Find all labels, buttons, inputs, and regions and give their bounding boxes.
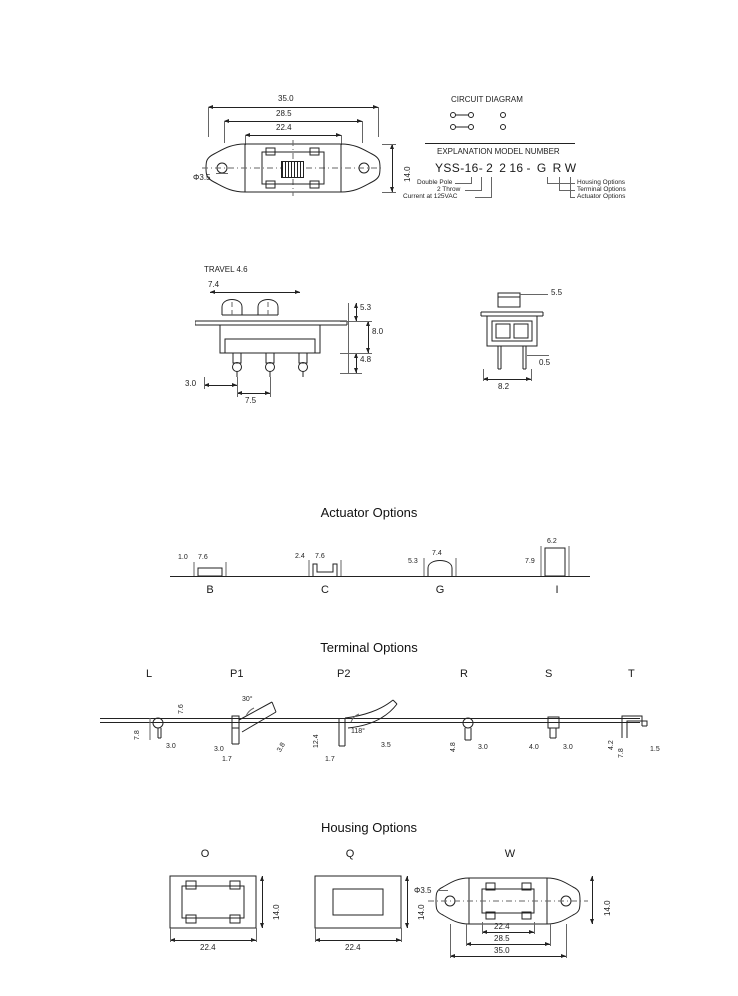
dim-05-label: 0.5 <box>539 358 551 367</box>
dim-30-label: 3.0 <box>185 379 197 388</box>
housing-q-dim-h-line <box>407 876 408 928</box>
actuator-i-dim-2: 6.2 <box>547 538 557 545</box>
dim-line-75 <box>237 393 270 394</box>
model-dash: - <box>526 161 531 175</box>
actuator-b-dim-2: 7.6 <box>198 554 208 561</box>
dim-55-label: 5.5 <box>551 288 563 297</box>
section-title-terminal: Terminal Options <box>320 640 418 655</box>
model-prefix: YSS-16- <box>435 161 484 175</box>
dim-line-285 <box>224 121 362 122</box>
dim-line-48 <box>356 353 357 373</box>
model-current: 16 <box>509 161 524 175</box>
actuator-options-row <box>170 540 590 600</box>
dim-line-30 <box>204 385 237 386</box>
model-housing: W <box>564 161 577 175</box>
ext-line <box>340 321 372 322</box>
leader-line <box>570 177 571 197</box>
ext-line <box>550 924 551 946</box>
ext-line <box>204 377 205 389</box>
dim-14-label: 14.0 <box>403 166 412 182</box>
actuator-shape-c <box>295 540 375 580</box>
ext-line <box>237 377 238 397</box>
actuator-shape-b <box>180 540 250 580</box>
model-terminal: R <box>552 161 562 175</box>
top-view <box>193 85 412 210</box>
terminal-s-key: S <box>545 668 553 680</box>
terminal-s-dim-1: 4.0 <box>529 744 539 751</box>
actuator-b-key: B <box>206 584 214 596</box>
housing-q-key: Q <box>345 848 355 860</box>
actuator-g-key: G <box>435 584 445 596</box>
ext-line <box>401 928 402 942</box>
side-view-outline <box>195 285 385 395</box>
dim-line-53 <box>356 303 357 321</box>
actuator-option-b <box>180 540 250 600</box>
terminal-r-dim-2: 3.0 <box>478 744 488 751</box>
model-number <box>435 161 576 175</box>
side-view <box>185 265 390 405</box>
housing-w-dim-224-line <box>482 932 534 933</box>
explanation-title: EXPLANATION MODEL NUMBER <box>437 147 560 156</box>
circuit-diagram-title: CIRCUIT DIAGRAM <box>451 95 523 104</box>
terminal-r-dim-1: 4.8 <box>450 742 457 752</box>
ext-line <box>531 369 532 381</box>
terminal-shape-t <box>590 698 680 758</box>
leader-line <box>465 190 482 191</box>
housing-q-dim-height: 14.0 <box>417 904 426 920</box>
dim-line-82 <box>483 379 531 380</box>
ext-line <box>534 922 535 934</box>
terminal-options-row <box>100 668 660 778</box>
dim-line-35 <box>208 107 378 108</box>
dim-35-label: 35.0 <box>278 94 294 103</box>
housing-o-dim-height: 14.0 <box>272 904 281 920</box>
terminal-s-dim-2: 3.0 <box>563 744 573 751</box>
leader-line <box>527 355 549 356</box>
leader-line <box>481 177 482 190</box>
callout-double-pole: Double Pole <box>417 179 453 186</box>
terminal-l-dim-1: 7.6 <box>178 704 185 714</box>
actuator-i-dim-1: 7.9 <box>525 558 535 565</box>
terminal-l-dim-3: 3.0 <box>166 743 176 750</box>
housing-o-key: O <box>200 848 210 860</box>
dim-53-label: 5.3 <box>360 303 372 312</box>
divider <box>425 143 575 144</box>
terminal-t-dim-2: 7.8 <box>618 748 625 758</box>
leader-line <box>455 183 472 184</box>
housing-w-hole-dia: Φ3.5 <box>414 886 432 895</box>
ext-line <box>466 924 467 946</box>
leader-line <box>570 197 575 198</box>
terminal-r-key: R <box>460 668 468 680</box>
ext-line <box>256 928 257 942</box>
actuator-i-key: I <box>555 584 559 596</box>
ext-line <box>270 377 271 397</box>
ext-line <box>340 353 372 354</box>
actuator-c-key: C <box>321 584 329 596</box>
terminal-t-key: T <box>628 668 635 680</box>
dim-line-14 <box>392 144 393 192</box>
leader-line <box>438 890 448 891</box>
actuator-hatch <box>281 161 304 178</box>
actuator-c-dim-1: 2.4 <box>295 553 305 560</box>
ext-line <box>566 924 567 958</box>
travel-label: TRAVEL 4.6 <box>204 265 248 274</box>
terminal-t-dim-1: 4.2 <box>608 740 615 750</box>
model-throw: 2 <box>499 161 507 175</box>
dim-line-80 <box>368 321 369 353</box>
ext-line <box>450 924 451 958</box>
dim-82-label: 8.2 <box>498 382 510 391</box>
actuator-g-dim-2: 7.4 <box>432 550 442 557</box>
callout-2-throw: 2 Throw <box>437 186 461 193</box>
leader-line <box>520 294 548 295</box>
actuator-option-i <box>525 540 605 600</box>
leader-line <box>491 177 492 197</box>
model-poles: 2 <box>486 161 494 175</box>
leader-line <box>216 173 228 174</box>
terminal-p2-dim-4: 1.7 <box>325 756 335 763</box>
terminal-p1-dim-1: 30° <box>242 696 253 703</box>
ext-line <box>382 144 396 145</box>
terminal-option-p1 <box>210 668 320 778</box>
actuator-shape-i <box>525 540 605 580</box>
section-title-housing: Housing Options <box>320 820 418 835</box>
dim-285-label: 28.5 <box>276 109 292 118</box>
terminal-option-t <box>590 668 680 778</box>
ext-line <box>482 922 483 934</box>
ext-line <box>378 107 379 137</box>
housing-w-dim-height: 14.0 <box>603 900 612 916</box>
housing-w-dim-h-line <box>592 876 593 924</box>
terminal-option-p2 <box>315 668 435 778</box>
housing-w-dim-w2: 28.5 <box>494 934 510 943</box>
housing-o-dim-w-line <box>170 940 256 941</box>
terminal-l-key: L <box>146 668 153 680</box>
actuator-c-dim-2: 7.6 <box>315 553 325 560</box>
terminal-option-l <box>120 668 210 778</box>
terminal-p1-dim-4: 1.7 <box>222 756 232 763</box>
terminal-l-dim-2: 7.8 <box>134 730 141 740</box>
callout-terminal: Terminal Options <box>577 186 626 193</box>
actuator-g-dim-1: 5.3 <box>408 558 418 565</box>
actuator-shape-g <box>410 540 490 580</box>
actuator-option-c <box>295 540 375 600</box>
ext-line <box>348 303 349 373</box>
terminal-p1-dim-2: 3.8 <box>276 741 287 754</box>
housing-q-dim-w-line <box>315 940 401 941</box>
actuator-option-g <box>410 540 490 600</box>
terminal-shape-r <box>430 704 520 764</box>
leader-line <box>547 183 575 184</box>
dim-224-label: 22.4 <box>276 123 292 132</box>
terminal-p2-key: P2 <box>337 668 351 680</box>
section-title-actuator: Actuator Options <box>320 505 418 520</box>
dim-48-label: 4.8 <box>360 355 372 364</box>
housing-w-dim-350-line <box>450 956 566 957</box>
housing-option-w <box>414 848 612 978</box>
housing-w-dim-285-line <box>466 944 550 945</box>
terminal-p2-dim-3: 3.5 <box>381 742 391 749</box>
housing-q-dim-width: 22.4 <box>345 943 361 952</box>
hole-dia-label: Φ3.5 <box>193 173 211 182</box>
front-view-outline <box>465 283 575 388</box>
ext-line <box>170 928 171 942</box>
callout-housing: Housing Options <box>577 179 626 186</box>
housing-w-dim-w3: 35.0 <box>494 946 510 955</box>
terminal-p2-dim-1: 12.4 <box>313 734 320 748</box>
ext-line <box>483 369 484 381</box>
model-actuator: G <box>536 161 547 175</box>
actuator-b-dim-1: 1.0 <box>178 554 188 561</box>
terminal-p2-dim-2: 118° <box>351 728 365 735</box>
housing-option-o <box>150 848 280 968</box>
dim-75-label: 7.5 <box>245 396 257 405</box>
dim-80-label: 8.0 <box>372 327 384 336</box>
leader-line <box>559 190 575 191</box>
housing-w-key: W <box>504 848 516 860</box>
dim-74-label: 7.4 <box>208 280 220 289</box>
terminal-option-r <box>430 668 520 778</box>
front-view <box>465 283 595 398</box>
circuit-symbol <box>447 109 567 141</box>
terminal-p1-dim-3: 3.0 <box>214 746 224 753</box>
ext-line <box>208 107 209 137</box>
housing-option-q <box>295 848 425 968</box>
terminal-t-dim-3: 1.5 <box>650 746 660 753</box>
ext-line <box>315 928 316 942</box>
housing-o-dim-width: 22.4 <box>200 943 216 952</box>
callout-current: Current at 125VAC <box>403 193 458 200</box>
terminal-p1-key: P1 <box>230 668 244 680</box>
housing-o-dim-h-line <box>262 876 263 928</box>
dim-line-224 <box>245 135 341 136</box>
leader-line <box>475 197 492 198</box>
housing-w-dim-width: 22.4 <box>494 922 510 931</box>
ext-line <box>382 192 396 193</box>
ext-line <box>340 373 362 374</box>
callout-actuator: Actuator Options <box>577 193 626 200</box>
